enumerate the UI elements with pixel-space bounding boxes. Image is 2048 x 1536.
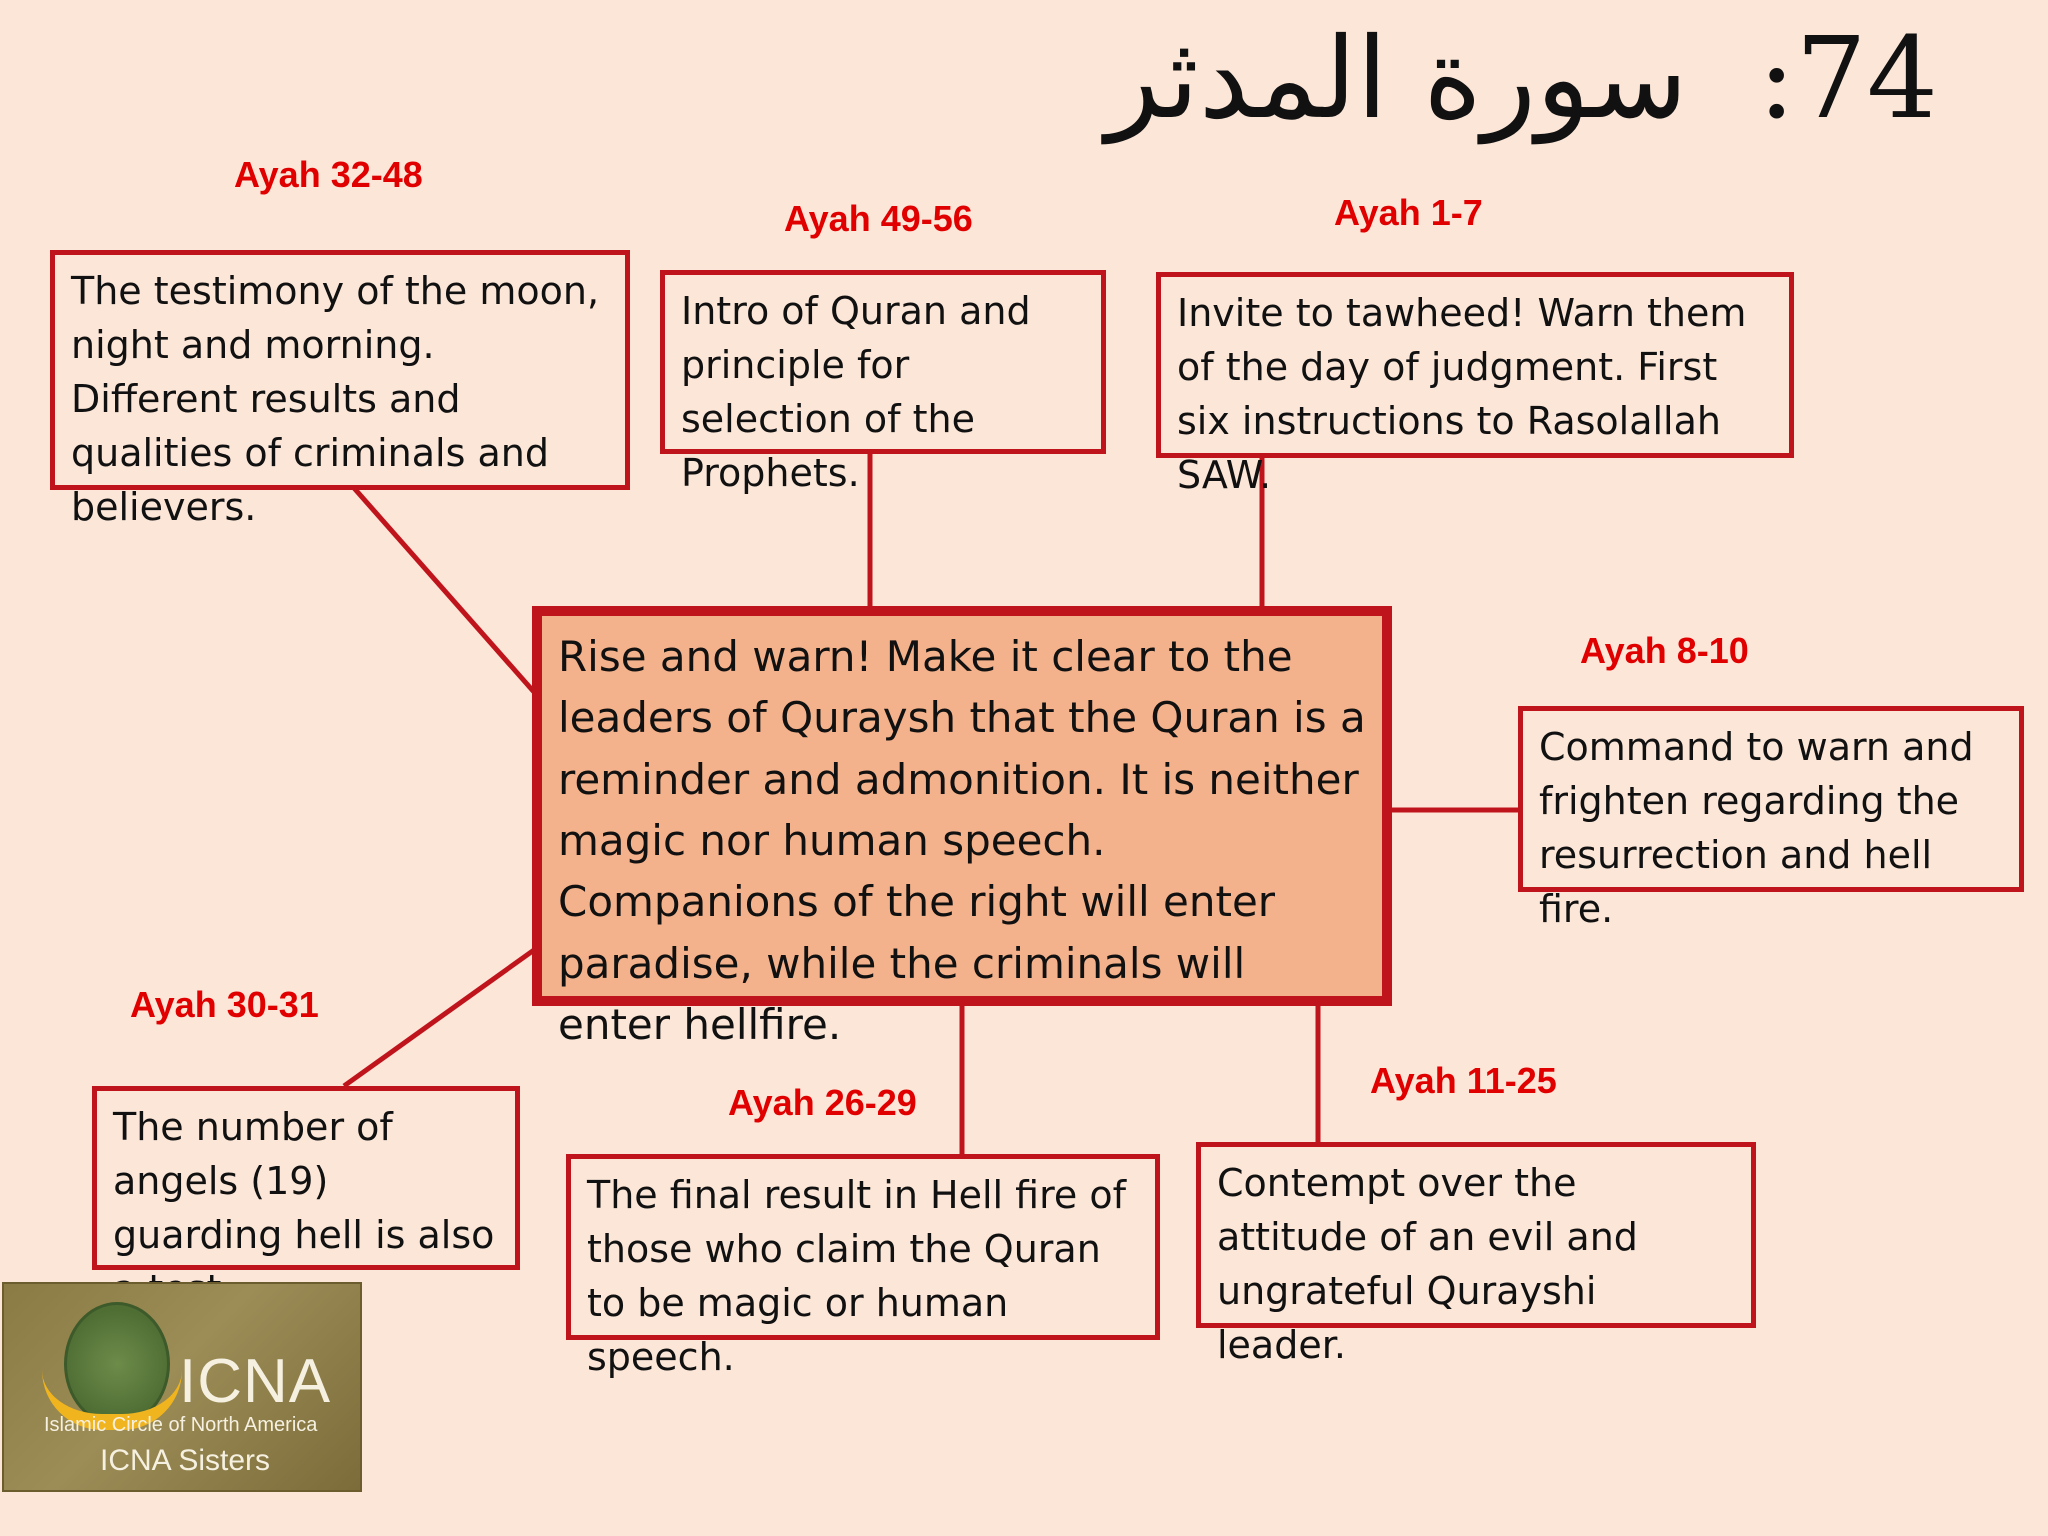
surah-name-arabic: سورة المدثر — [1105, 14, 1688, 144]
surah-number: :74 — [1757, 14, 1938, 144]
label-ayah-32-48: Ayah 32-48 — [234, 154, 423, 195]
label-ayah-49-56: Ayah 49-56 — [784, 198, 973, 239]
label-ayah-8-10: Ayah 8-10 — [1580, 630, 1749, 671]
box-ayah-11-25: Contempt over the attitude of an evil and ungrateful Qurayshi leader. — [1196, 1142, 1756, 1328]
label-ayah-30-31: Ayah 30-31 — [130, 984, 319, 1025]
icna-logo — [2, 1282, 362, 1492]
connector-30-31 — [344, 950, 534, 1086]
logo-subtitle: Islamic Circle of North America — [44, 1414, 318, 1436]
label-ayah-11-25: Ayah 11-25 — [1370, 1060, 1557, 1101]
connector-32-48 — [354, 488, 534, 692]
box-ayah-8-10: Command to warn and frighten regarding the resurrection and hell fire. — [1518, 706, 2024, 892]
box-ayah-1-7: Invite to tawheed! Warn them of the day of judgment. First six instructions to Rasolallah SAW. — [1156, 272, 1794, 458]
box-ayah-49-56: Intro of Quran and principle for selection of the Prophets. — [660, 270, 1106, 454]
slide-title — [1105, 14, 1938, 144]
box-ayah-26-29: The final result in Hell fire of those who claim the Quran to be magic or human speech. — [566, 1154, 1160, 1340]
box-ayah-32-48: The testimony of the moon, night and morning. Different results and qualities of criminals and believers. — [50, 250, 630, 490]
logo-footer: ICNA Sisters — [100, 1444, 271, 1477]
logo-name: ICNA — [179, 1347, 332, 1416]
label-ayah-26-29: Ayah 26-29 — [728, 1082, 917, 1123]
central-summary-box: Rise and warn! Make it clear to the leaders of Quraysh that the Quran is a reminder and admonition. It is neither magic nor human speech. Companions of the right will enter paradise, while the criminals will enter hellfire. — [532, 606, 1392, 1006]
label-ayah-1-7: Ayah 1-7 — [1334, 192, 1483, 233]
box-ayah-30-31: The number of angels (19) guarding hell is also — [92, 1086, 520, 1270]
